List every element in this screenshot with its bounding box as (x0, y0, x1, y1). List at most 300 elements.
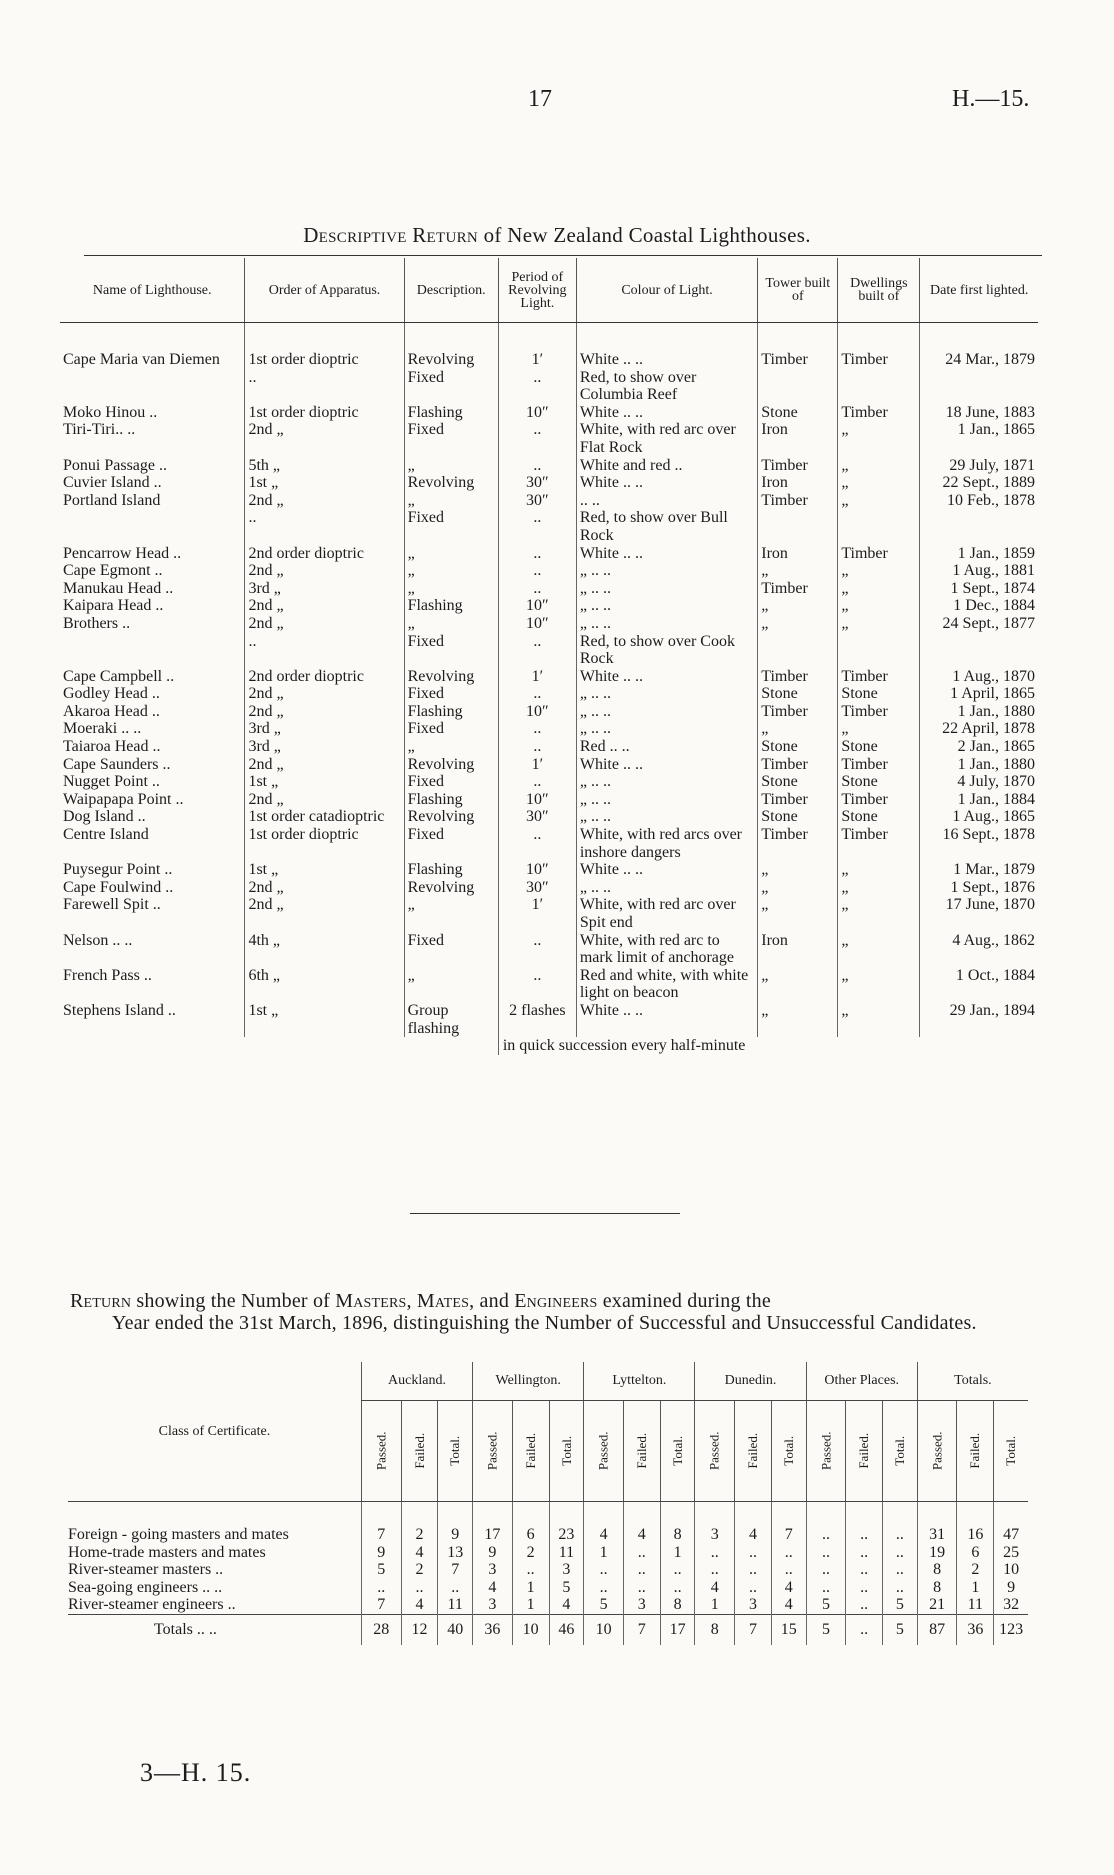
exam-cell: 46 (549, 1614, 584, 1644)
lighthouse-cell-tower: Stone (758, 738, 838, 756)
lighthouse-cell-apparatus: 2nd „ (245, 756, 404, 774)
exam-cell: .. (660, 1561, 695, 1579)
lighthouse-cell-period: 10″ (498, 791, 576, 809)
lighthouse-cell-dwellings: Timber (838, 826, 920, 861)
lighthouse-cell-name: Dog Island .. (63, 808, 146, 826)
lighthouse-cell-date: 29 Jan., 1894 (920, 1002, 1038, 1037)
lighthouse-cell-dwellings: Timber (838, 668, 920, 686)
exam-subheader-label: Total. (558, 1435, 574, 1466)
lighthouse-cell-tower: Iron (758, 545, 838, 563)
exam-cell: 7 (623, 1614, 660, 1644)
exam-subheader (623, 1401, 660, 1502)
exam-cell: 2 (957, 1561, 994, 1579)
lighthouse-cell-colour: „ .. .. (576, 791, 757, 809)
lighthouse-cell-period: 10″ .. (498, 615, 576, 668)
exam-subheader (438, 1401, 473, 1502)
exam-cell: 8 (660, 1596, 695, 1614)
exam-subheader-label: Passed. (818, 1431, 834, 1470)
exam-cell: .. (806, 1544, 846, 1562)
col-dwellings: Dwellings built of (838, 258, 920, 323)
exam-row-label: Home-trade masters and mates (68, 1543, 266, 1561)
exam-cell: 36 (957, 1614, 994, 1644)
lighthouse-footnote: in quick succession every half-minute (498, 1037, 1038, 1055)
lighthouse-cell-period: 30″ .. (498, 492, 576, 545)
exam-subheader (695, 1401, 735, 1502)
exam-cell: 21 (917, 1596, 957, 1614)
exam-subheader (846, 1401, 883, 1502)
lighthouse-cell-tower: Stone (758, 404, 838, 422)
lighthouse-cell-period: .. (498, 685, 576, 703)
lighthouse-cell-apparatus: 6th „ (245, 967, 404, 1002)
lighthouse-cell-apparatus: 2nd „ (245, 421, 404, 456)
lighthouse-cell-colour: White .. .. (576, 474, 757, 492)
lighthouse-cell-tower: Timber (758, 668, 838, 686)
exam-cell: .. (883, 1544, 918, 1562)
exam-cell: .. (735, 1579, 772, 1597)
exam-cell: 7 (361, 1596, 401, 1614)
lighthouse-cell-apparatus: 2nd „ (245, 896, 404, 931)
exam-cell: 8 (917, 1579, 957, 1597)
lighthouse-cell-date: 1 Dec., 1884 (920, 597, 1038, 615)
lighthouse-cell-name: Manukau Head .. (63, 579, 174, 597)
lighthouse-row (60, 474, 1038, 492)
exam-cell: .. (806, 1561, 846, 1579)
exam-cell: .. (846, 1526, 883, 1544)
exam-cell: .. (660, 1579, 695, 1597)
exam-cell: .. (512, 1561, 549, 1579)
lighthouse-row (60, 580, 1038, 598)
exam-cell: 123 (994, 1614, 1028, 1644)
exam-subheader (917, 1401, 957, 1502)
lighthouse-row (60, 756, 1038, 774)
lighthouse-cell-period: .. (498, 457, 576, 475)
lighthouse-cell-apparatus: 1st order catadioptric (245, 808, 404, 826)
title2-and: and (474, 1290, 515, 1312)
exam-cell: 3 (695, 1526, 735, 1544)
title2-end: examined during the (597, 1290, 771, 1312)
lighthouse-cell-tower: „ (758, 896, 838, 931)
lighthouse-cell-date: 1 Jan., 1880 (920, 756, 1038, 774)
lighthouse-table (60, 258, 1038, 1055)
lighthouse-row (60, 773, 1038, 791)
exam-cell: 40 (438, 1614, 473, 1644)
exam-cell: .. (584, 1579, 624, 1597)
exam-row-label: Totals .. .. (68, 1614, 361, 1644)
lighthouse-cell-colour: White, with red arc over Spit end (576, 896, 757, 931)
lighthouse-cell-tower: Stone (758, 808, 838, 826)
lighthouse-cell-date: 22 Sept., 1889 (920, 474, 1038, 492)
lighthouse-cell-tower: „ (758, 720, 838, 738)
lighthouse-cell-tower: „ (758, 861, 838, 879)
lighthouse-cell-colour: „ .. .. (576, 580, 757, 598)
lighthouse-cell-tower: Timber (758, 826, 838, 861)
lighthouse-cell-description: Revolving (404, 756, 498, 774)
lighthouse-cell-date: 1 Jan., 1865 (920, 421, 1038, 456)
lighthouse-cell-name: Centre Island (63, 826, 149, 844)
lighthouse-cell-name: Cape Egmont .. (63, 562, 163, 580)
lighthouse-cell-tower: Timber (758, 703, 838, 721)
lighthouse-cell-dwellings: „ (838, 896, 920, 931)
lighthouse-cell-tower: „ (758, 615, 838, 668)
exam-cell: 25 (994, 1544, 1028, 1562)
lighthouse-row (60, 808, 1038, 826)
exam-cell: .. (883, 1526, 918, 1544)
lighthouse-cell-date: 18 June, 1883 (920, 404, 1038, 422)
lighthouse-cell-dwellings: „ (838, 492, 920, 545)
exam-cell: 3 (473, 1561, 513, 1579)
lighthouse-cell-apparatus: 2nd „ (245, 562, 404, 580)
exam-subheader-label: Total. (669, 1435, 685, 1466)
lighthouse-cell-name: Tiri-Tiri.. .. (63, 421, 136, 439)
exam-cell: 9 (438, 1526, 473, 1544)
lighthouse-cell-apparatus: 3rd „ (245, 738, 404, 756)
lighthouse-cell-name: Farewell Spit .. (63, 896, 161, 914)
lighthouse-row (60, 1002, 1038, 1037)
lighthouse-cell-colour: „ .. .. (576, 703, 757, 721)
lighthouse-cell-description: „ Fixed (404, 615, 498, 668)
exam-cell: 10 (512, 1614, 549, 1644)
lighthouse-cell-period: 1′ (498, 896, 576, 931)
lighthouse-row (60, 703, 1038, 721)
title2-line2: Year ended the 31st March, 1896, distinguishing the Number of Successful and Unsuccessful Candidates. (112, 1312, 977, 1334)
document-reference: H.—15. (952, 86, 1030, 112)
lighthouse-cell-period: .. (498, 720, 576, 738)
lighthouse-cell-apparatus: 5th „ (245, 457, 404, 475)
exam-subheader (549, 1401, 584, 1502)
lighthouse-row (60, 861, 1038, 879)
lighthouse-cell-tower: Stone (758, 685, 838, 703)
exam-subheader (401, 1401, 438, 1502)
lighthouse-cell-name: Moeraki .. .. (63, 720, 142, 738)
lighthouse-cell-tower: „ (758, 1002, 838, 1037)
exam-cell: .. (771, 1544, 806, 1562)
lighthouse-cell-dwellings: „ (838, 720, 920, 738)
exam-row (68, 1544, 1028, 1562)
lighthouse-row (60, 685, 1038, 703)
lighthouse-row (60, 597, 1038, 615)
lighthouse-cell-name: Cuvier Island .. (63, 474, 162, 492)
lighthouse-cell-period: 30″ (498, 474, 576, 492)
exam-cell: 5 (883, 1596, 918, 1614)
lighthouse-cell-date: 24 Mar., 1879 (920, 351, 1038, 404)
lighthouse-cell-name: Cape Maria van Diemen (63, 351, 220, 368)
lighthouse-cell-colour: White .. .. (576, 861, 757, 879)
exam-cell: .. (846, 1579, 883, 1597)
lighthouse-cell-period: 10″ (498, 703, 576, 721)
lighthouse-cell-date: 1 Jan., 1859 (920, 545, 1038, 563)
lighthouse-cell-description: Fixed (404, 932, 498, 967)
lighthouse-cell-colour: „ .. .. Red, to show over Cook Rock (576, 615, 757, 668)
lighthouse-cell-date: 1 April, 1865 (920, 685, 1038, 703)
lighthouse-cell-tower: Timber (758, 492, 838, 545)
title-smallcaps: Descriptive Return (303, 223, 479, 247)
lighthouse-cell-tower: Timber (758, 580, 838, 598)
lighthouse-cell-tower: „ (758, 967, 838, 1002)
lighthouse-cell-colour: „ .. .. (576, 562, 757, 580)
lighthouse-header-row (60, 258, 1038, 323)
lighthouse-cell-description: „ (404, 896, 498, 931)
lighthouse-cell-dwellings: „ (838, 861, 920, 879)
exam-cell: 87 (917, 1614, 957, 1644)
lighthouse-cell-period: 1′ (498, 756, 576, 774)
lighthouse-cell-apparatus: 2nd „ (245, 879, 404, 897)
lighthouse-cell-description: Fixed (404, 421, 498, 456)
lighthouse-cell-description: Revolving (404, 474, 498, 492)
exam-row-label: Foreign - going masters and mates (68, 1526, 289, 1543)
exam-group-header: Wellington. (473, 1362, 584, 1401)
lighthouse-cell-description: „ (404, 545, 498, 563)
lighthouse-cell-period: .. (498, 932, 576, 967)
lighthouse-cell-colour: Red and white, with white light on beacon (576, 967, 757, 1002)
exam-cell: .. (846, 1614, 883, 1644)
lighthouse-cell-tower: „ (758, 562, 838, 580)
lighthouse-row (60, 457, 1038, 475)
exam-group-header: Lyttelton. (584, 1362, 695, 1401)
exam-row-label: River-steamer engineers .. (68, 1596, 236, 1614)
lighthouse-cell-apparatus: 2nd order dioptric (245, 668, 404, 686)
exam-row-label: River-steamer masters .. (68, 1561, 224, 1579)
lighthouse-cell-description: Fixed (404, 826, 498, 861)
exam-subheader-label: Passed. (929, 1431, 945, 1470)
col-tower: Tower built of (758, 258, 838, 323)
lighthouse-cell-date: 1 Aug., 1870 (920, 668, 1038, 686)
lighthouse-cell-description: „ (404, 580, 498, 598)
lighthouse-row (60, 668, 1038, 686)
exam-cell: 6 (957, 1544, 994, 1562)
exam-cell: 1 (695, 1596, 735, 1614)
lighthouse-cell-name: Portland Island (63, 491, 161, 509)
exam-cell: 6 (512, 1526, 549, 1544)
lighthouse-cell-period: 10″ (498, 597, 576, 615)
exam-row (68, 1596, 1028, 1614)
lighthouse-cell-dwellings: „ (838, 562, 920, 580)
lighthouse-cell-colour: „ .. .. (576, 879, 757, 897)
exam-cell: 4 (735, 1526, 772, 1544)
lighthouse-cell-period: .. (498, 545, 576, 563)
exam-cell: 3 (473, 1596, 513, 1614)
lighthouse-cell-apparatus: 1st order dioptric .. (245, 351, 404, 404)
exam-cell: 36 (473, 1614, 513, 1644)
exam-cell: 4 (771, 1596, 806, 1614)
lighthouse-cell-dwellings: Stone (838, 685, 920, 703)
exam-group-header: Auckland. (361, 1362, 472, 1401)
lighthouse-cell-date: 29 July, 1871 (920, 457, 1038, 475)
lighthouse-cell-colour: White .. .. (576, 404, 757, 422)
exam-cell: 8 (660, 1526, 695, 1544)
lighthouse-cell-colour: „ .. .. (576, 808, 757, 826)
lighthouse-cell-colour: White .. .. Red, to show over Columbia Reef (576, 351, 757, 404)
lighthouse-cell-description: Revolving (404, 879, 498, 897)
lighthouse-cell-colour: White .. .. (576, 668, 757, 686)
exam-cell: 4 (401, 1596, 438, 1614)
title-rule (84, 255, 1042, 256)
exam-subheader (806, 1401, 846, 1502)
lighthouse-cell-apparatus: 1st „ (245, 773, 404, 791)
lighthouse-row (60, 738, 1038, 756)
lighthouse-cell-tower: Iron (758, 474, 838, 492)
exam-cell: .. (846, 1596, 883, 1614)
lighthouse-cell-colour: White and red .. (576, 457, 757, 475)
exam-table (68, 1362, 1028, 1645)
title2-engineers: Engineers (514, 1290, 598, 1312)
lighthouse-cell-tower: Timber (758, 351, 838, 404)
exam-cell: 3 (549, 1561, 584, 1579)
lighthouse-cell-period: 2 flashes (498, 1002, 576, 1037)
lighthouse-cell-dwellings: Stone (838, 808, 920, 826)
col-date: Date first lighted. (920, 258, 1038, 323)
lighthouse-cell-name: Brothers .. (63, 614, 131, 632)
exam-subheader-label: Failed. (522, 1432, 538, 1469)
lighthouse-cell-dwellings: Timber (838, 404, 920, 422)
lighthouse-cell-apparatus: 2nd „ .. (245, 615, 404, 668)
exam-cell: .. (806, 1526, 846, 1544)
lighthouse-cell-tower: „ (758, 597, 838, 615)
lighthouse-cell-description: Fixed (404, 685, 498, 703)
lighthouse-cell-colour: „ .. .. (576, 597, 757, 615)
title2-word1: Return (70, 1290, 132, 1312)
lighthouse-cell-description: „ (404, 967, 498, 1002)
lighthouse-cell-period: .. (498, 738, 576, 756)
lighthouse-cell-date: 1 Aug., 1865 (920, 808, 1038, 826)
exam-cell: 4 (401, 1544, 438, 1562)
exam-group-header: Totals. (917, 1362, 1028, 1401)
lighthouse-cell-colour: White, with red arc over Flat Rock (576, 421, 757, 456)
exam-cell: 5 (549, 1579, 584, 1597)
exam-subheader (361, 1401, 401, 1502)
exam-cell: .. (735, 1544, 772, 1562)
lighthouse-cell-description: Group flashing (404, 1002, 498, 1037)
exam-cell: 16 (957, 1526, 994, 1544)
exam-cell: .. (846, 1561, 883, 1579)
lighthouse-cell-period: 1′ .. (498, 351, 576, 404)
exam-cell: 3 (623, 1596, 660, 1614)
exam-cell: 5 (584, 1596, 624, 1614)
lighthouse-cell-tower: Iron (758, 932, 838, 967)
lighthouse-footnote-row (60, 1037, 1038, 1055)
lighthouse-cell-dwellings: Stone (838, 773, 920, 791)
exam-cell: .. (883, 1579, 918, 1597)
lighthouse-cell-apparatus: 3rd „ (245, 580, 404, 598)
lighthouse-cell-apparatus: 4th „ (245, 932, 404, 967)
lighthouse-cell-tower: Timber (758, 457, 838, 475)
exam-cell: 11 (438, 1596, 473, 1614)
lighthouse-row (60, 404, 1038, 422)
lighthouse-row (60, 351, 1038, 404)
exam-cell: 28 (361, 1614, 401, 1644)
lighthouse-row (60, 967, 1038, 1002)
exam-cell: 5 (806, 1614, 846, 1644)
lighthouse-cell-name: Akaroa Head .. (63, 702, 160, 720)
exam-cell: 7 (735, 1614, 772, 1644)
exam-cell: 12 (401, 1614, 438, 1644)
lighthouse-cell-name: Nugget Point .. (63, 773, 160, 791)
lighthouse-row (60, 615, 1038, 668)
exam-cell: .. (623, 1579, 660, 1597)
lighthouse-cell-colour: „ .. .. (576, 773, 757, 791)
lighthouse-cell-apparatus: 1st „ (245, 861, 404, 879)
lighthouse-cell-description: Fixed (404, 720, 498, 738)
lighthouse-cell-name: Taiaroa Head .. (63, 738, 161, 756)
lighthouse-cell-colour: White, with red arcs over inshore dangers (576, 826, 757, 861)
lighthouse-cell-dwellings: „ (838, 421, 920, 456)
lighthouse-cell-date: 4 July, 1870 (920, 773, 1038, 791)
exam-cell: 3 (735, 1596, 772, 1614)
lighthouse-cell-period: 10″ (498, 861, 576, 879)
exam-cell: 7 (438, 1561, 473, 1579)
page-number: 17 (528, 86, 552, 112)
lighthouse-body (60, 323, 1038, 1055)
exam-cell: 2 (401, 1561, 438, 1579)
lighthouse-cell-date: 16 Sept., 1878 (920, 826, 1038, 861)
col-apparatus: Order of Apparatus. (245, 258, 404, 323)
exam-body (68, 1502, 1028, 1645)
lighthouse-row (60, 896, 1038, 931)
lighthouse-cell-dwellings: „ (838, 615, 920, 668)
lighthouse-cell-dwellings: „ (838, 932, 920, 967)
lighthouse-cell-description: „ Fixed (404, 492, 498, 545)
lighthouse-cell-date: 1 Jan., 1880 (920, 703, 1038, 721)
lighthouse-cell-dwellings: „ (838, 967, 920, 1002)
lighthouse-cell-apparatus: 2nd „ (245, 703, 404, 721)
lighthouse-cell-date: 1 Sept., 1874 (920, 580, 1038, 598)
exam-cell: 11 (549, 1544, 584, 1562)
col-class: Class of Certificate. (68, 1362, 361, 1502)
lighthouse-cell-apparatus: 1st „ (245, 1002, 404, 1037)
lighthouse-cell-date: 2 Jan., 1865 (920, 738, 1038, 756)
lighthouse-cell-tower: „ (758, 879, 838, 897)
exam-cell: 1 (512, 1596, 549, 1614)
exam-cell: 5 (806, 1596, 846, 1614)
lighthouse-cell-description: Flashing (404, 703, 498, 721)
lighthouse-cell-description: „ (404, 457, 498, 475)
exam-cell: .. (438, 1579, 473, 1597)
lighthouse-cell-apparatus: 1st order dioptric (245, 404, 404, 422)
exam-group-header: Other Places. (806, 1362, 917, 1401)
lighthouse-row (60, 492, 1038, 545)
lighthouse-cell-name: Ponui Passage .. (63, 456, 167, 474)
exam-subheader (584, 1401, 624, 1502)
exam-cell: 23 (549, 1526, 584, 1544)
exam-subheader (660, 1401, 695, 1502)
exam-cell: 4 (695, 1579, 735, 1597)
lighthouse-cell-dwellings: Timber (838, 545, 920, 563)
exam-group-header: Dunedin. (695, 1362, 806, 1401)
lighthouse-cell-colour: White, with red arc to mark limit of anchorage (576, 932, 757, 967)
exam-cell: 2 (512, 1544, 549, 1562)
lighthouse-cell-name: Nelson .. .. (63, 931, 133, 949)
exam-cell: .. (623, 1544, 660, 1562)
lighthouse-cell-period: 30″ (498, 879, 576, 897)
exam-subheader-label: Failed. (745, 1432, 761, 1469)
lighthouse-cell-colour: „ .. .. (576, 685, 757, 703)
col-name: Name of Lighthouse. (60, 258, 245, 323)
lighthouse-cell-dwellings: Timber (838, 351, 920, 404)
lighthouse-cell-colour: White .. .. (576, 545, 757, 563)
lighthouse-cell-date: 24 Sept., 1877 (920, 615, 1038, 668)
exam-cell: 10 (584, 1614, 624, 1644)
lighthouse-return-title (0, 223, 1114, 248)
exam-cell: 13 (438, 1544, 473, 1562)
exam-cell: .. (771, 1561, 806, 1579)
lighthouse-cell-dwellings: „ (838, 474, 920, 492)
lighthouse-cell-name: Cape Foulwind .. (63, 878, 174, 896)
exam-cell: 17 (473, 1526, 513, 1544)
exam-cell: 47 (994, 1526, 1028, 1544)
exam-cell: .. (735, 1561, 772, 1579)
lighthouse-cell-tower: Stone (758, 773, 838, 791)
exam-cell: 5 (361, 1561, 401, 1579)
lighthouse-cell-dwellings: Timber (838, 756, 920, 774)
